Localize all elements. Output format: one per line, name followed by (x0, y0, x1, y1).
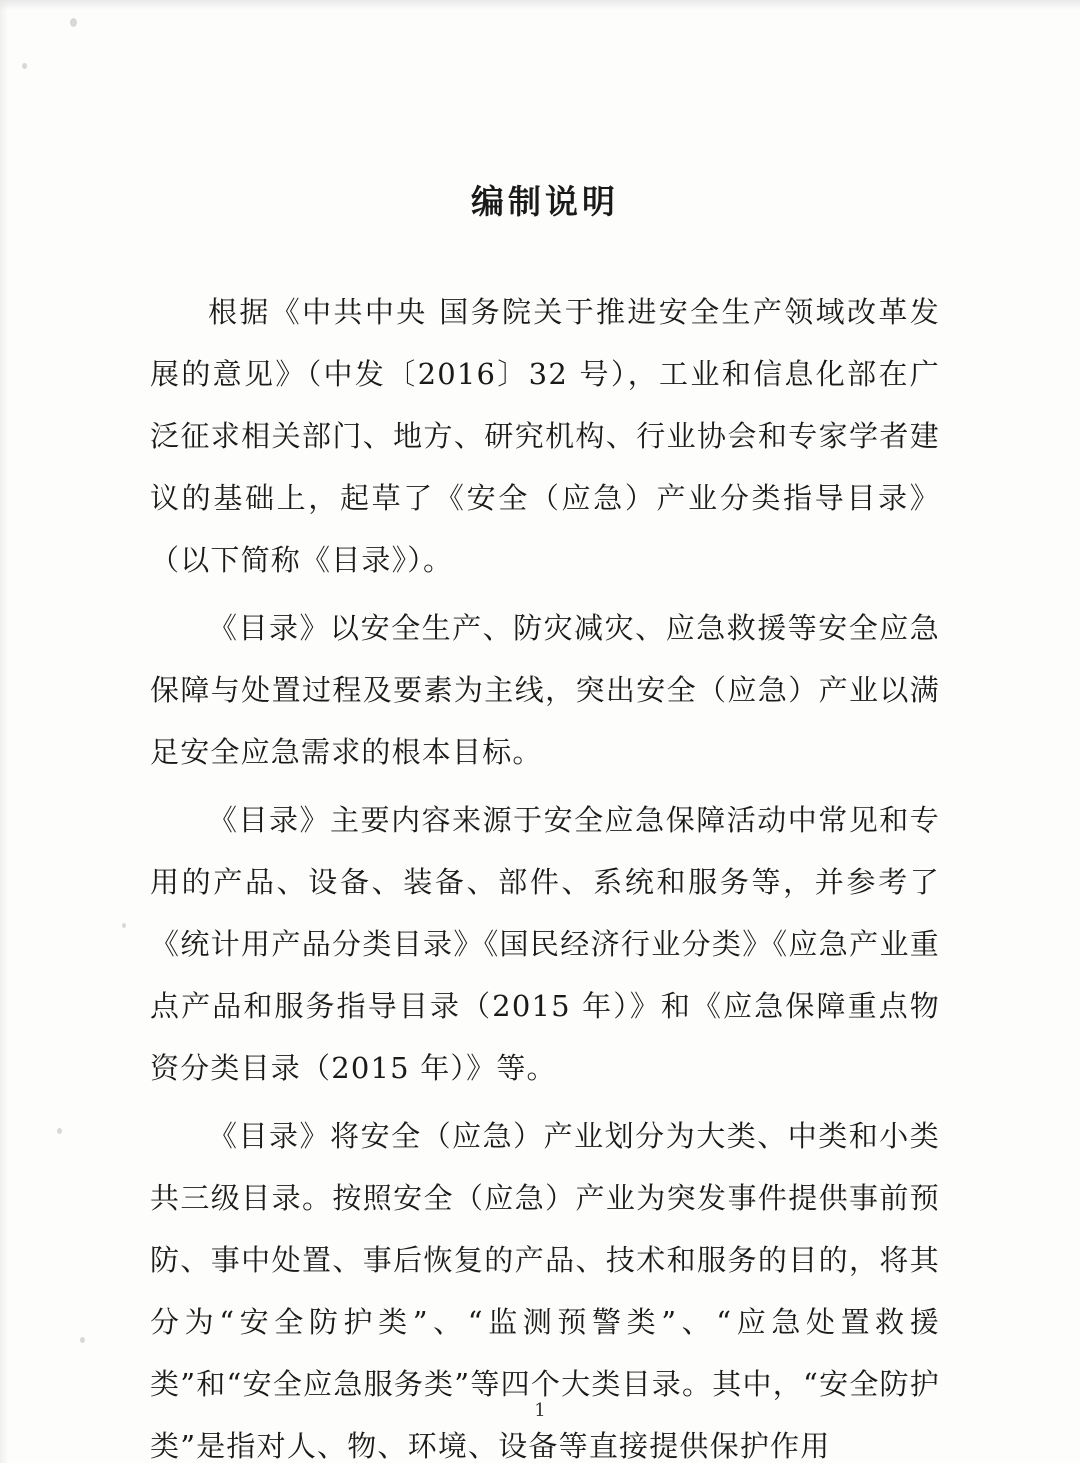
paragraph: 《目录》主要内容来源于安全应急保障活动中常见和专用的产品、设备、装备、部件、系统和服务等，并参考了《统计用产品分类目录》《国民经济行业分类》《应急产业重点产品和服务指导目录（2015 年）》和《应急保障重点物资分类目录（2015 年）》等。 (150, 803, 940, 1085)
scan-speck (122, 923, 126, 928)
scan-speck (57, 1128, 62, 1134)
scan-speck (80, 1337, 85, 1343)
page-number: 1 (534, 1400, 546, 1421)
paragraph-list (150, 281, 940, 1477)
paragraph: 《目录》以安全生产、防灾减灾、应急救援等安全应急保障与处置过程及要素为主线，突出安全（应急）产业以满足安全应急需求的根本目标。 (150, 611, 940, 769)
page-title: 编制说明 (471, 182, 619, 221)
scan-edge-left (0, 0, 8, 1463)
paragraph: 根据《中共中央 国务院关于推进安全生产领域改革发展的意见》（中发〔2016〕32 号），工业和信息化部在广泛征求相关部门、地方、研究机构、行业协会和专家学者建议的基础上，起草了《安全（应急）产业分类指导目录》（以下简称《目录》）。 (150, 295, 940, 577)
document-body (150, 0, 940, 1483)
scan-speck (70, 18, 77, 27)
paragraph: 《目录》将安全（应急）产业划分为大类、中类和小类共三级目录。按照安全（应急）产业为突发事件提供事前预防、事中处置、事后恢复的产品、技术和服务的目的，将其分为“安全防护类”、“监测预警类”、“应急处置救援类”和“安全应急服务类”等四个大类目录。其中，“安全防护类”是指对人、物、环境、设备等直接提供保护作用 (150, 1119, 940, 1463)
scan-speck (22, 63, 27, 69)
